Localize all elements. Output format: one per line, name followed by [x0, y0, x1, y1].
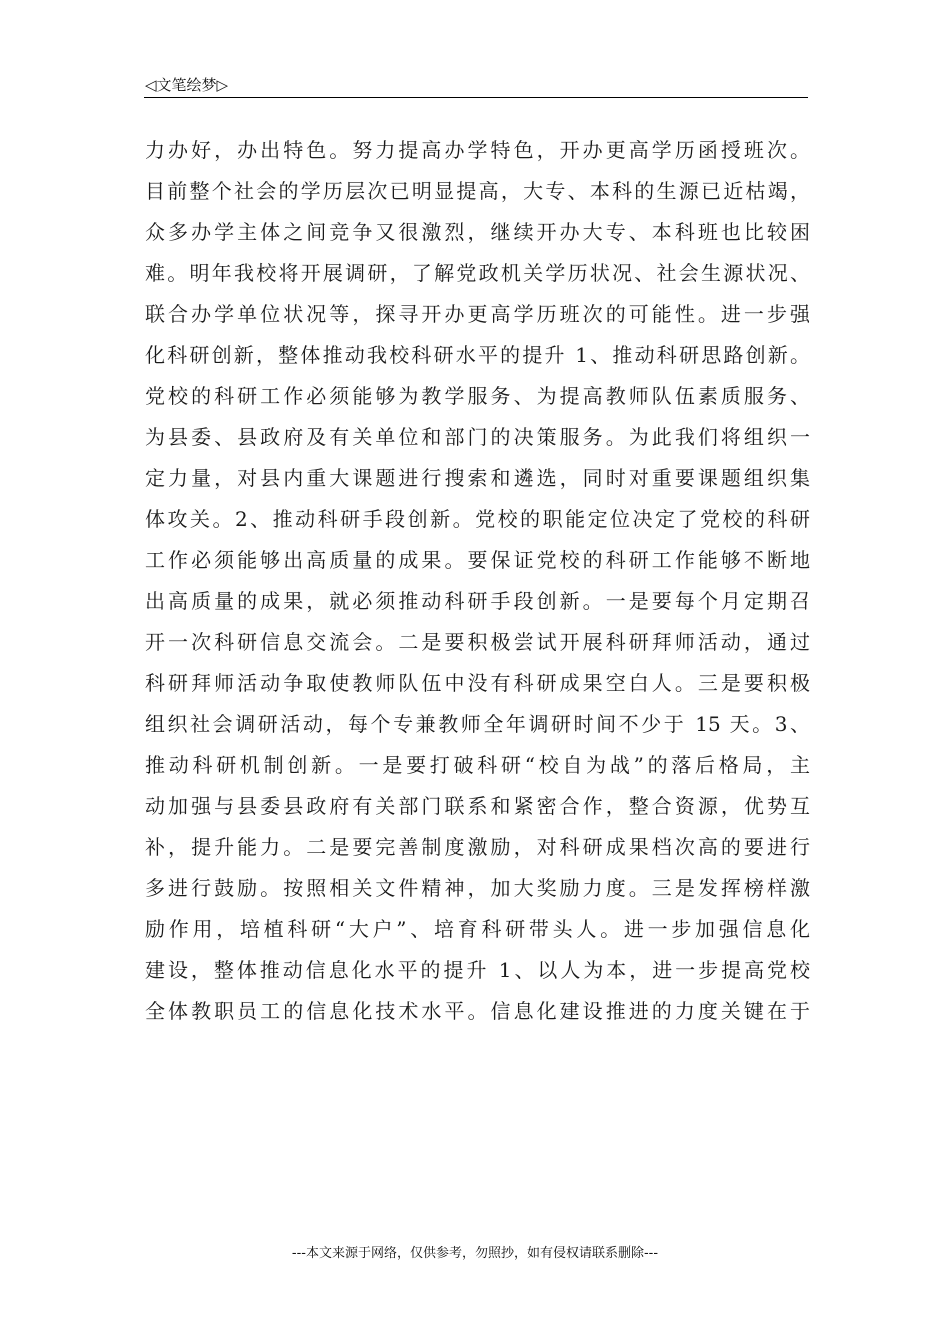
text-line: 推动科研机制创新。一是要打破科研“校自为战”的落后格局，主 [145, 753, 810, 777]
text-line: 党校的科研工作必须能够为教学服务、为提高教师队伍素质服务、 [145, 384, 810, 408]
text-line: 动加强与县委县政府有关部门联系和紧密合作，整合资源，优势互 [145, 794, 810, 818]
text-line: 全体教职员工的信息化技术水平。信息化建设推进的力度关键在于 [145, 999, 810, 1023]
text-line: 工作必须能够出高质量的成果。要保证党校的科研工作能够不断地 [145, 548, 810, 572]
text-line: 目前整个社会的学历层次已明显提高，大专、本科的生源已近枯竭， [145, 179, 810, 203]
page-footer-disclaimer: ---本文来源于网络，仅供参考，勿照抄，如有侵权请联系删除--- [291, 1246, 659, 1261]
text-line: 定力量，对县内重大课题进行搜索和遴选，同时对重要课题组织集 [145, 466, 810, 490]
body-text [145, 130, 810, 1032]
text-line: 励作用，培植科研“大户”、培育科研带头人。进一步加强信息化 [145, 917, 810, 941]
header-divider [144, 97, 808, 98]
text-line: 为县委、县政府及有关单位和部门的决策服务。为此我们将组织一 [145, 425, 810, 449]
page-header-title: ◁文笔绘梦▷ [145, 76, 229, 94]
text-line: 补，提升能力。二是要完善制度激励，对科研成果档次高的要进行 [145, 835, 810, 859]
text-line: 体攻关。2、推动科研手段创新。党校的职能定位决定了党校的科研 [145, 507, 810, 531]
text-line: 组织社会调研活动，每个专兼教师全年调研时间不少于 15 天。3、 [145, 712, 810, 736]
text-line: 力办好，办出特色。努力提高办学特色，开办更高学历函授班次。 [145, 138, 810, 162]
text-line: 众多办学主体之间竞争又很激烈，继续开办大专、本科班也比较困 [145, 220, 810, 244]
text-line: 多进行鼓励。按照相关文件精神，加大奖励力度。三是发挥榜样激 [145, 876, 810, 900]
text-line: 化科研创新，整体推动我校科研水平的提升 1、推动科研思路创新。 [145, 343, 810, 367]
text-line: 联合办学单位状况等，探寻开办更高学历班次的可能性。进一步强 [145, 302, 810, 326]
text-line: 开一次科研信息交流会。二是要积极尝试开展科研拜师活动，通过 [145, 630, 810, 654]
text-line: 科研拜师活动争取使教师队伍中没有科研成果空白人。三是要积极 [145, 671, 810, 695]
text-line: 建设，整体推动信息化水平的提升 1、以人为本，进一步提高党校 [145, 958, 810, 982]
text-line: 出高质量的成果，就必须推动科研手段创新。一是要每个月定期召 [145, 589, 810, 613]
text-line: 难。明年我校将开展调研，了解党政机关学历状况、社会生源状况、 [145, 261, 810, 285]
